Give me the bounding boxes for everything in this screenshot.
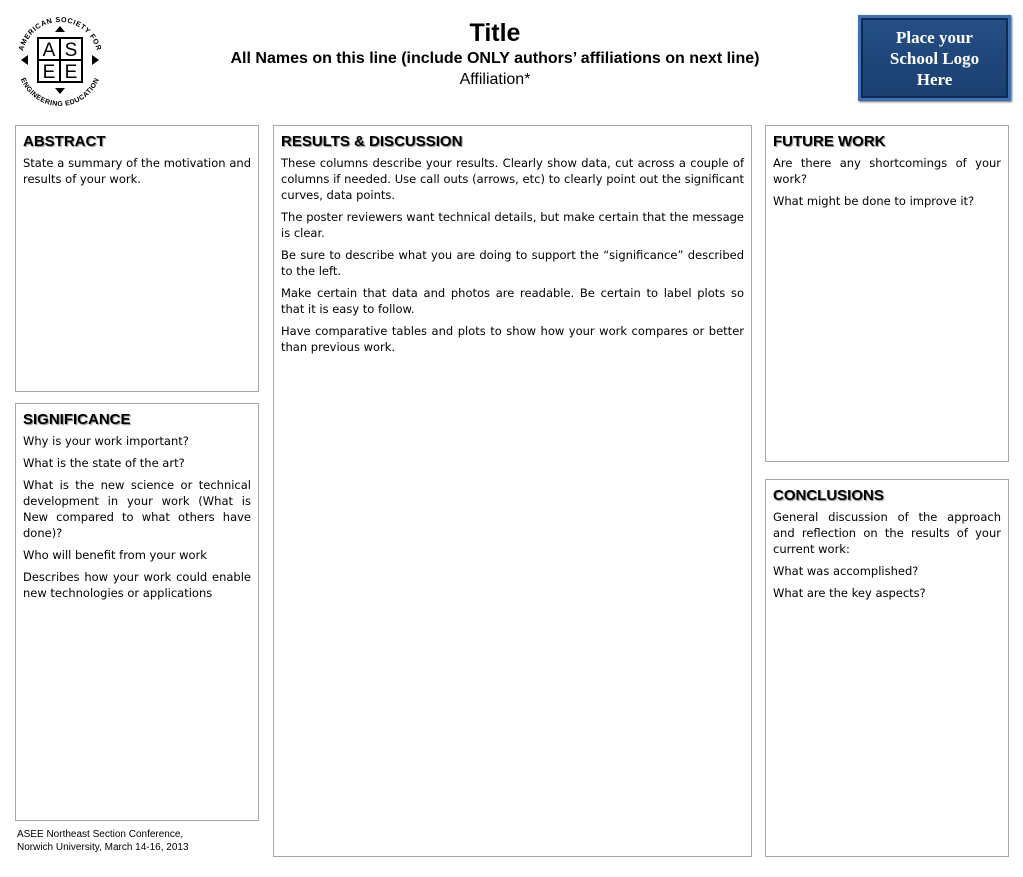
results-discussion-section	[273, 125, 752, 857]
future-work-section	[765, 125, 1009, 462]
abstract-paragraph: State a summary of the motivation and results of your work.	[23, 156, 251, 186]
poster-title: Title	[469, 19, 521, 47]
conclusions-section	[765, 479, 1009, 857]
results-paragraph: Be sure to describe what you are doing to support the “significance” described to the left.	[281, 248, 744, 278]
conclusions-paragraph: General discussion of the approach and reflection on the results of your current work:	[773, 510, 1001, 556]
school-logo-line-3: Here	[916, 70, 953, 89]
results-paragraph: Make certain that data and photos are readable. Be certain to label plots so that it is easy to follow.	[281, 286, 744, 316]
conclusions-heading: CONCLUSIONS	[773, 487, 884, 504]
school-logo-line-1: Place your	[896, 28, 973, 47]
asee-logo	[10, 12, 110, 108]
future-work-paragraph: Are there any shortcomings of your work?	[773, 156, 1001, 186]
school-logo-placeholder	[858, 15, 1011, 101]
results-paragraph: The poster reviewers want technical details, but make certain that the message is clear.	[281, 210, 744, 240]
logo-letter-s: S	[64, 40, 78, 61]
significance-paragraph: Describes how your work could enable new technologies or applications	[23, 570, 251, 600]
results-paragraph: Have comparative tables and plots to show how your work compares or better than previous work.	[281, 324, 744, 354]
footer-line-1: ASEE Northeast Section Conference,	[17, 829, 184, 840]
abstract-section	[15, 125, 259, 392]
logo-arc-top: AMERICAN SOCIETY FOR	[16, 14, 104, 52]
results-heading: RESULTS & DISCUSSION	[281, 133, 463, 150]
significance-section	[15, 403, 259, 821]
logo-letter-a: A	[42, 40, 56, 61]
author-names: All Names on this line (include ONLY authors’ affiliations on next line)	[230, 50, 760, 67]
results-paragraph: These columns describe your results. Clearly show data, cut across a couple of columns if needed. Use call outs (arrows, etc) to clearly point out the significant curves, data points.	[281, 156, 744, 202]
school-logo-line-2: School Logo	[889, 49, 980, 68]
footer-line-2: Norwich University, March 14-16, 2013	[17, 842, 189, 853]
conference-footer	[17, 828, 189, 854]
abstract-heading: ABSTRACT	[23, 133, 106, 150]
significance-paragraph: What is the state of the art?	[23, 456, 185, 470]
future-work-paragraph: What might be done to improve it?	[773, 194, 975, 208]
conclusions-paragraph: What are the key aspects?	[773, 586, 926, 600]
significance-paragraph: Who will benefit from your work	[23, 548, 207, 562]
logo-letter-e1: E	[42, 62, 56, 83]
conclusions-paragraph: What was accomplished?	[773, 564, 919, 578]
logo-letter-e2: E	[64, 62, 78, 83]
significance-paragraph: What is the new science or technical development in your work (What is New compared to what others have done)?	[23, 478, 251, 540]
logo-arc-bottom: ENGINEERING EDUCATION	[18, 77, 102, 108]
significance-heading: SIGNIFICANCE	[23, 411, 131, 428]
poster-header	[150, 18, 840, 90]
affiliation: Affiliation*	[459, 71, 531, 88]
future-work-heading: FUTURE WORK	[773, 133, 886, 150]
significance-paragraph: Why is your work important?	[23, 434, 189, 448]
